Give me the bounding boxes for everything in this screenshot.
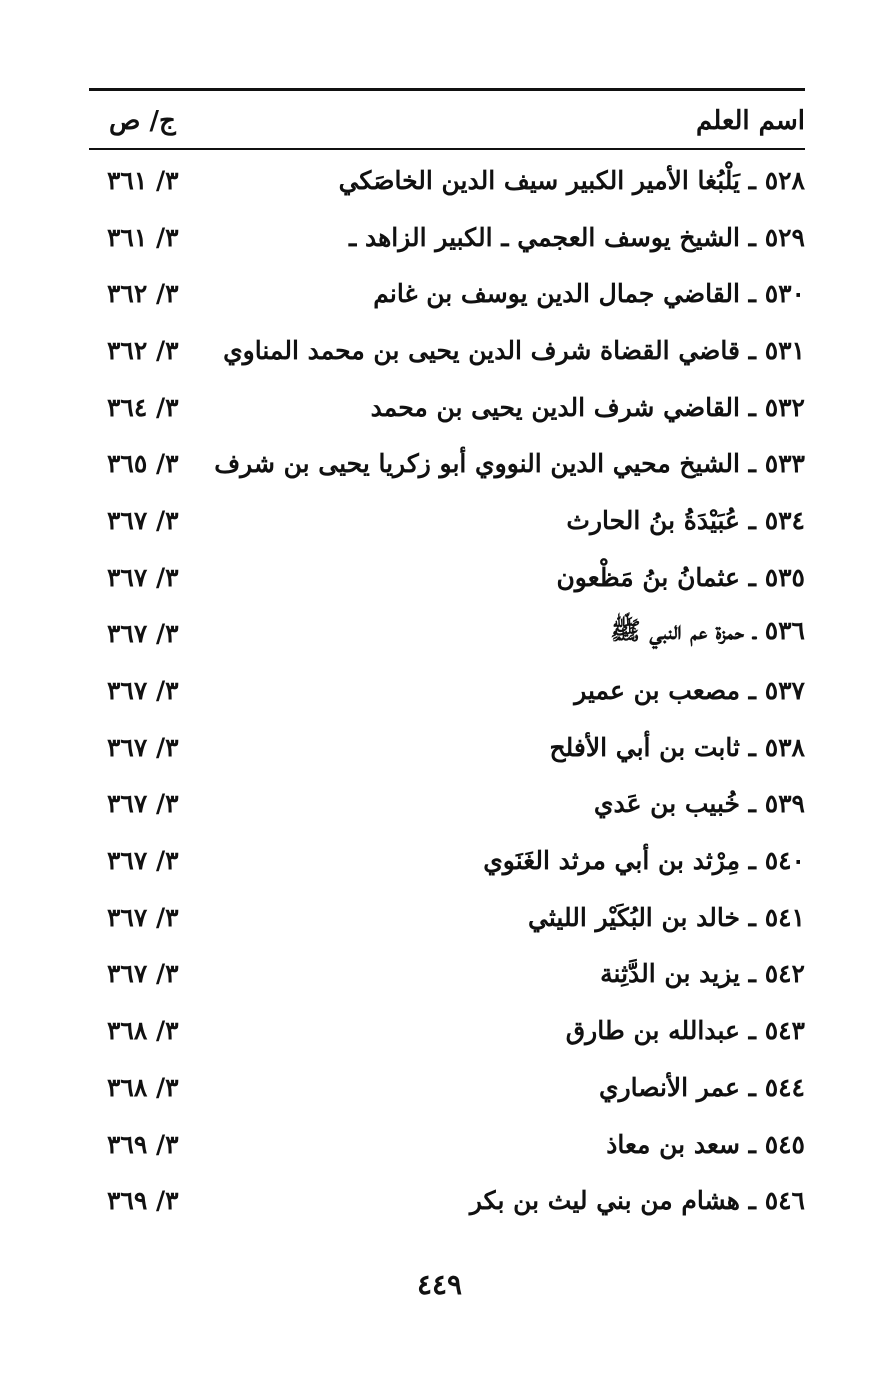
entry-reference: ٣/ ٣٦٨ — [107, 1072, 179, 1102]
list-item — [89, 1116, 805, 1173]
entry-reference: ٣/ ٣٦٧ — [107, 732, 179, 762]
entry-reference: ٣/ ٣٦٧ — [107, 505, 179, 535]
entry-name: ٥٤١ ـ خالد بن البُكَيْر الليثي — [528, 902, 805, 932]
header-name-column: اسم العلم — [696, 106, 805, 136]
list-item — [89, 265, 805, 322]
entry-reference: ٣/ ٣٦٢ — [107, 279, 179, 309]
entry-name: ٥٣٣ ـ الشيخ محيي الدين النووي أبو زكريا يحيى بن شرف — [214, 449, 805, 479]
entry-name: ٥٣٠ ـ القاضي جمال الدين يوسف بن غانم — [373, 279, 805, 309]
entry-reference: ٣/ ٣٦٧ — [107, 959, 179, 989]
entry-reference: ٣/ ٣٦٨ — [107, 1016, 179, 1046]
entry-reference: ٣/ ٣٦٩ — [107, 1129, 179, 1159]
entry-name: ٥٣٦ ـ حمزة عم النبي ﷺ — [610, 616, 805, 646]
entry-reference: ٣/ ٣٦٢ — [107, 335, 179, 365]
entry-name: ٥٣٩ ـ خُبيب بن عَدي — [593, 789, 805, 819]
list-item — [89, 435, 805, 492]
entry-name: ٥٣٨ ـ ثابت بن أبي الأفلح — [549, 732, 805, 762]
entry-name: ٥٢٨ ـ يَلْبُغا الأمير الكبير سيف الدين الخاصَكي — [338, 165, 805, 195]
table-header — [89, 96, 805, 146]
list-item — [89, 776, 805, 833]
list-item — [89, 889, 805, 946]
entry-name: ٥٤٠ ـ مِرْثد بن أبي مرثد الغَنَوي — [483, 846, 805, 876]
entry-name: ٥٤٥ ـ سعد بن معاذ — [606, 1129, 805, 1159]
list-item — [89, 832, 805, 889]
entry-reference: ٣/ ٣٦٧ — [107, 676, 179, 706]
list-item — [89, 152, 805, 209]
entry-reference: ٣/ ٣٦٩ — [107, 1186, 179, 1216]
entry-reference: ٣/ ٣٦٧ — [107, 562, 179, 592]
list-item — [89, 946, 805, 1003]
entry-name: ٥٣٢ ـ القاضي شرف الدين يحيى بن محمد — [370, 392, 805, 422]
entry-reference: ٣/ ٣٦٥ — [107, 449, 179, 479]
entry-name: ٥٤٢ ـ يزيد بن الدَّثِنة — [600, 959, 805, 989]
list-item — [89, 492, 805, 549]
entry-name: ٥٤٤ ـ عمر الأنصاري — [599, 1072, 805, 1102]
entry-name: ٥٤٦ ـ هشام من بني ليث بن بكر — [469, 1186, 805, 1216]
entry-reference: ٣/ ٣٦١ — [107, 165, 179, 195]
list-item — [89, 209, 805, 266]
header-rule — [89, 148, 805, 150]
entry-name: ٥٣١ ـ قاضي القضاة شرف الدين يحيى بن محمد المناوي — [223, 335, 805, 365]
list-item — [89, 549, 805, 606]
list-item — [89, 379, 805, 436]
entry-name: ٥٣٥ ـ عثمانُ بنُ مَظْعون — [556, 562, 805, 592]
list-item — [89, 322, 805, 379]
entry-reference: ٣/ ٣٦٧ — [107, 789, 179, 819]
entry-reference: ٣/ ٣٦٧ — [107, 902, 179, 932]
index-list — [89, 152, 805, 1229]
header-ref-column: ج/ ص — [109, 106, 176, 136]
entry-reference: ٣/ ٣٦١ — [107, 222, 179, 252]
entry-reference: ٣/ ٣٦٤ — [107, 392, 179, 422]
page-number: ٤٤٩ — [416, 1268, 463, 1301]
entry-name: ٥٣٤ ـ عُبَيْدَةُ بنُ الحارث — [566, 505, 805, 535]
list-item — [89, 1172, 805, 1229]
list-item — [89, 719, 805, 776]
top-rule — [89, 88, 805, 91]
list-item — [89, 662, 805, 719]
list-item — [89, 1002, 805, 1059]
entry-name: ٥٣٧ ـ مصعب بن عمير — [574, 676, 805, 706]
entry-name: ٥٢٩ ـ الشيخ يوسف العجمي ـ الكبير الزاهد ـ — [348, 222, 805, 252]
list-item — [89, 606, 805, 663]
entry-reference: ٣/ ٣٦٧ — [107, 619, 179, 649]
entry-reference: ٣/ ٣٦٧ — [107, 846, 179, 876]
list-item — [89, 1059, 805, 1116]
entry-name: ٥٤٣ ـ عبدالله بن طارق — [565, 1016, 805, 1046]
